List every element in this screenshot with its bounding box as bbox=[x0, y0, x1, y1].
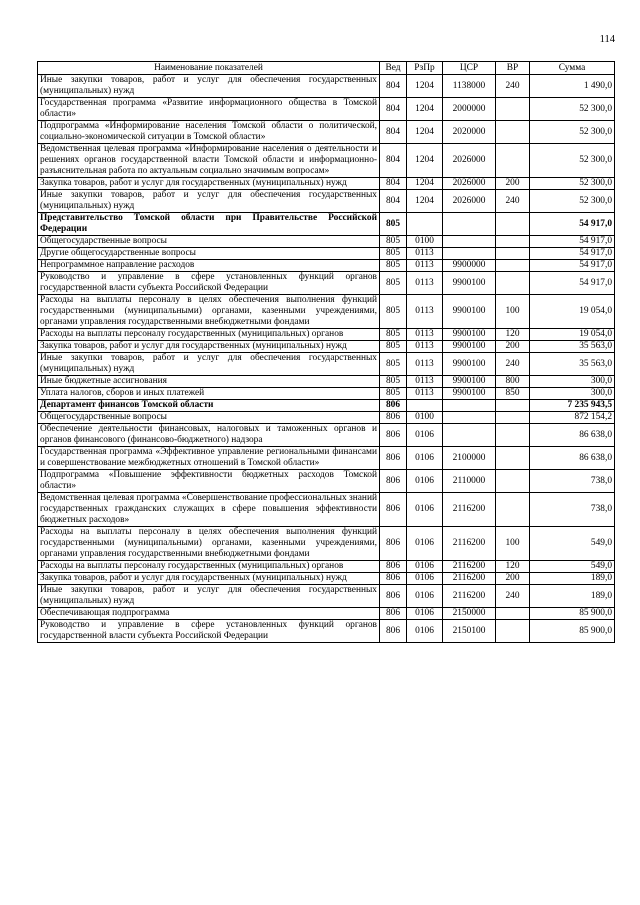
table-row bbox=[38, 620, 615, 643]
cell-ved: 806 bbox=[380, 573, 407, 585]
cell-rzpr: 0113 bbox=[407, 329, 443, 341]
cell-rzpr: 0106 bbox=[407, 608, 443, 620]
table-row bbox=[38, 248, 615, 260]
table-row bbox=[38, 388, 615, 400]
cell-csr: 2116200 bbox=[443, 527, 496, 561]
cell-csr: 2150100 bbox=[443, 620, 496, 643]
cell-csr: 9900000 bbox=[443, 260, 496, 272]
table-row bbox=[38, 260, 615, 272]
table-row bbox=[38, 493, 615, 527]
cell-ved: 806 bbox=[380, 447, 407, 470]
cell-vr: 200 bbox=[496, 573, 530, 585]
cell-vr: 850 bbox=[496, 388, 530, 400]
cell-rzpr: 1204 bbox=[407, 98, 443, 121]
cell-ved: 804 bbox=[380, 98, 407, 121]
cell-ved: 805 bbox=[380, 341, 407, 353]
cell-name: Государственная программа «Развитие информационного общества в Томской области» bbox=[38, 98, 380, 121]
cell-rzpr: 1204 bbox=[407, 75, 443, 98]
cell-ved: 805 bbox=[380, 248, 407, 260]
cell-sum: 52 300,0 bbox=[530, 98, 615, 121]
cell-ved: 804 bbox=[380, 178, 407, 190]
cell-rzpr bbox=[407, 400, 443, 412]
cell-sum: 54 917,0 bbox=[530, 260, 615, 272]
cell-name: Расходы на выплаты персоналу государственных (муниципальных) органов bbox=[38, 561, 380, 573]
cell-csr: 9900100 bbox=[443, 353, 496, 376]
cell-rzpr: 0106 bbox=[407, 620, 443, 643]
cell-name: Расходы на выплаты персоналу государственных (муниципальных) органов bbox=[38, 329, 380, 341]
cell-vr: 120 bbox=[496, 329, 530, 341]
cell-vr: 240 bbox=[496, 75, 530, 98]
cell-name: Подпрограмма «Повышение эффективности бюджетных расходов Томской области» bbox=[38, 470, 380, 493]
cell-name: Иные закупки товаров, работ и услуг для обеспечения государственных (муниципальных) нужд bbox=[38, 75, 380, 98]
cell-ved: 805 bbox=[380, 376, 407, 388]
budget-table bbox=[37, 61, 615, 643]
cell-csr bbox=[443, 412, 496, 424]
cell-csr: 9900100 bbox=[443, 295, 496, 329]
table-row bbox=[38, 353, 615, 376]
cell-vr bbox=[496, 470, 530, 493]
table-row bbox=[38, 213, 615, 236]
cell-csr: 9900100 bbox=[443, 272, 496, 295]
cell-vr: 100 bbox=[496, 295, 530, 329]
cell-rzpr: 0106 bbox=[407, 424, 443, 447]
table-row bbox=[38, 470, 615, 493]
cell-vr: 240 bbox=[496, 353, 530, 376]
cell-sum: 54 917,0 bbox=[530, 236, 615, 248]
table-row bbox=[38, 75, 615, 98]
header-name: Наименование показателей bbox=[38, 62, 380, 75]
cell-ved: 805 bbox=[380, 260, 407, 272]
cell-name: Другие общегосударственные вопросы bbox=[38, 248, 380, 260]
cell-ved: 805 bbox=[380, 329, 407, 341]
cell-csr: 2116200 bbox=[443, 585, 496, 608]
cell-sum: 54 917,0 bbox=[530, 248, 615, 260]
table-row bbox=[38, 98, 615, 121]
cell-sum: 19 054,0 bbox=[530, 295, 615, 329]
cell-rzpr: 0113 bbox=[407, 248, 443, 260]
cell-ved: 805 bbox=[380, 272, 407, 295]
cell-vr bbox=[496, 260, 530, 272]
table-row bbox=[38, 585, 615, 608]
cell-vr bbox=[496, 620, 530, 643]
table-row bbox=[38, 573, 615, 585]
cell-name: Руководство и управление в сфере установленных функций органов государственной власти субъекта Российской Федерации bbox=[38, 272, 380, 295]
cell-sum: 549,0 bbox=[530, 527, 615, 561]
cell-name: Иные закупки товаров, работ и услуг для обеспечения государственных (муниципальных) нужд bbox=[38, 585, 380, 608]
cell-name: Обеспечивающая подпрограмма bbox=[38, 608, 380, 620]
cell-rzpr: 0106 bbox=[407, 493, 443, 527]
cell-rzpr: 0106 bbox=[407, 470, 443, 493]
table-row bbox=[38, 527, 615, 561]
cell-rzpr: 0100 bbox=[407, 412, 443, 424]
table-row bbox=[38, 329, 615, 341]
table-row bbox=[38, 561, 615, 573]
cell-ved: 806 bbox=[380, 527, 407, 561]
header-csr: ЦСР bbox=[443, 62, 496, 75]
cell-sum: 52 300,0 bbox=[530, 121, 615, 144]
cell-name: Расходы на выплаты персоналу в целях обеспечения выполнения функций государственными (муниципальными) органами, казенными учреждениями, органами управления государственными внебюджетными фондами bbox=[38, 527, 380, 561]
cell-csr bbox=[443, 424, 496, 447]
cell-vr bbox=[496, 272, 530, 295]
cell-sum: 52 300,0 bbox=[530, 178, 615, 190]
cell-name: Закупка товаров, работ и услуг для государственных (муниципальных) нужд bbox=[38, 341, 380, 353]
cell-csr: 2116200 bbox=[443, 573, 496, 585]
cell-sum: 738,0 bbox=[530, 493, 615, 527]
cell-sum: 54 917,0 bbox=[530, 272, 615, 295]
cell-sum: 52 300,0 bbox=[530, 144, 615, 178]
cell-ved: 804 bbox=[380, 144, 407, 178]
cell-sum: 52 300,0 bbox=[530, 190, 615, 213]
cell-vr bbox=[496, 236, 530, 248]
cell-vr: 200 bbox=[496, 341, 530, 353]
cell-ved: 806 bbox=[380, 470, 407, 493]
cell-rzpr: 0113 bbox=[407, 260, 443, 272]
cell-vr bbox=[496, 412, 530, 424]
cell-csr: 9900100 bbox=[443, 329, 496, 341]
cell-csr: 2026000 bbox=[443, 190, 496, 213]
cell-ved: 806 bbox=[380, 424, 407, 447]
cell-csr: 2110000 bbox=[443, 470, 496, 493]
cell-sum: 189,0 bbox=[530, 573, 615, 585]
table-row bbox=[38, 272, 615, 295]
cell-vr bbox=[496, 144, 530, 178]
cell-rzpr: 0113 bbox=[407, 388, 443, 400]
cell-csr bbox=[443, 400, 496, 412]
cell-ved: 806 bbox=[380, 585, 407, 608]
cell-sum: 86 638,0 bbox=[530, 424, 615, 447]
cell-csr: 9900100 bbox=[443, 388, 496, 400]
cell-rzpr: 1204 bbox=[407, 121, 443, 144]
cell-sum: 189,0 bbox=[530, 585, 615, 608]
table-row bbox=[38, 341, 615, 353]
cell-csr bbox=[443, 248, 496, 260]
table-body bbox=[38, 75, 615, 643]
cell-rzpr: 0113 bbox=[407, 376, 443, 388]
cell-vr bbox=[496, 248, 530, 260]
cell-vr: 100 bbox=[496, 527, 530, 561]
cell-csr: 2020000 bbox=[443, 121, 496, 144]
cell-sum: 738,0 bbox=[530, 470, 615, 493]
table-row bbox=[38, 144, 615, 178]
cell-csr: 2100000 bbox=[443, 447, 496, 470]
cell-rzpr: 0106 bbox=[407, 527, 443, 561]
cell-rzpr: 0113 bbox=[407, 272, 443, 295]
cell-rzpr: 0106 bbox=[407, 573, 443, 585]
table-row bbox=[38, 608, 615, 620]
table-row bbox=[38, 412, 615, 424]
cell-name: Расходы на выплаты персоналу в целях обеспечения выполнения функций государственными (муниципальными) органами, казенными учреждениями, органами управления государственными внебюджетными фондами bbox=[38, 295, 380, 329]
cell-sum: 35 563,0 bbox=[530, 353, 615, 376]
table-row bbox=[38, 190, 615, 213]
cell-name: Руководство и управление в сфере установленных функций органов государственной власти субъекта Российской Федерации bbox=[38, 620, 380, 643]
cell-name: Департамент финансов Томской области bbox=[38, 400, 380, 412]
cell-name: Государственная программа «Эффективное управление региональными финансами и совершенствование межбюджетных отношений в Томской области» bbox=[38, 447, 380, 470]
cell-ved: 806 bbox=[380, 620, 407, 643]
cell-csr bbox=[443, 236, 496, 248]
cell-csr: 9900100 bbox=[443, 376, 496, 388]
cell-vr: 800 bbox=[496, 376, 530, 388]
cell-name: Закупка товаров, работ и услуг для государственных (муниципальных) нужд bbox=[38, 573, 380, 585]
cell-name: Иные закупки товаров, работ и услуг для обеспечения государственных (муниципальных) нужд bbox=[38, 353, 380, 376]
cell-vr bbox=[496, 424, 530, 447]
cell-csr: 2150000 bbox=[443, 608, 496, 620]
cell-vr bbox=[496, 493, 530, 527]
cell-rzpr: 0113 bbox=[407, 341, 443, 353]
header-ved: Вед bbox=[380, 62, 407, 75]
cell-vr bbox=[496, 608, 530, 620]
cell-vr bbox=[496, 121, 530, 144]
cell-name: Ведомственная целевая программа «Совершенствование профессиональных знаний государственных гражданских служащих в сфере повышения эффективности бюджетных расходов» bbox=[38, 493, 380, 527]
cell-vr: 240 bbox=[496, 190, 530, 213]
cell-rzpr: 0100 bbox=[407, 236, 443, 248]
cell-csr: 2116200 bbox=[443, 493, 496, 527]
cell-vr bbox=[496, 400, 530, 412]
cell-sum: 54 917,0 bbox=[530, 213, 615, 236]
cell-ved: 805 bbox=[380, 295, 407, 329]
cell-sum: 1 490,0 bbox=[530, 75, 615, 98]
cell-vr bbox=[496, 447, 530, 470]
cell-rzpr: 0113 bbox=[407, 295, 443, 329]
cell-name: Непрограммное направление расходов bbox=[38, 260, 380, 272]
cell-name: Иные бюджетные ассигнования bbox=[38, 376, 380, 388]
cell-name: Ведомственная целевая программа «Информирование населения о деятельности и решениях органов государственной власти Томской области и информационно-разъяснительная работа по актуальным социально значимым вопросам» bbox=[38, 144, 380, 178]
cell-csr: 2000000 bbox=[443, 98, 496, 121]
header-sum: Сумма bbox=[530, 62, 615, 75]
page-number: 114 bbox=[599, 34, 615, 45]
cell-rzpr: 1204 bbox=[407, 144, 443, 178]
cell-sum: 85 900,0 bbox=[530, 620, 615, 643]
cell-vr: 240 bbox=[496, 585, 530, 608]
cell-ved: 805 bbox=[380, 213, 407, 236]
cell-sum: 300,0 bbox=[530, 388, 615, 400]
cell-name: Иные закупки товаров, работ и услуг для обеспечения государственных (муниципальных) нужд bbox=[38, 190, 380, 213]
cell-vr bbox=[496, 98, 530, 121]
cell-name: Обеспечение деятельности финансовых, налоговых и таможенных органов и органов финансового (финансово-бюджетного) надзора bbox=[38, 424, 380, 447]
cell-csr: 2116200 bbox=[443, 561, 496, 573]
cell-name: Уплата налогов, сборов и иных платежей bbox=[38, 388, 380, 400]
cell-csr: 2026000 bbox=[443, 144, 496, 178]
cell-vr: 200 bbox=[496, 178, 530, 190]
cell-sum: 872 154,2 bbox=[530, 412, 615, 424]
table-row bbox=[38, 400, 615, 412]
cell-name: Общегосударственные вопросы bbox=[38, 236, 380, 248]
cell-name: Общегосударственные вопросы bbox=[38, 412, 380, 424]
table-row bbox=[38, 295, 615, 329]
cell-ved: 806 bbox=[380, 608, 407, 620]
cell-rzpr: 0113 bbox=[407, 353, 443, 376]
table-row bbox=[38, 447, 615, 470]
cell-sum: 7 235 943,5 bbox=[530, 400, 615, 412]
cell-ved: 806 bbox=[380, 400, 407, 412]
cell-rzpr: 1204 bbox=[407, 178, 443, 190]
table-row bbox=[38, 424, 615, 447]
cell-name: Представительство Томской области при Правительстве Российской Федерации bbox=[38, 213, 380, 236]
cell-rzpr: 0106 bbox=[407, 447, 443, 470]
cell-csr bbox=[443, 213, 496, 236]
cell-rzpr bbox=[407, 213, 443, 236]
table-row bbox=[38, 178, 615, 190]
cell-ved: 806 bbox=[380, 412, 407, 424]
cell-vr: 120 bbox=[496, 561, 530, 573]
cell-name: Закупка товаров, работ и услуг для государственных (муниципальных) нужд bbox=[38, 178, 380, 190]
cell-ved: 806 bbox=[380, 561, 407, 573]
table-row bbox=[38, 121, 615, 144]
cell-sum: 86 638,0 bbox=[530, 447, 615, 470]
cell-sum: 300,0 bbox=[530, 376, 615, 388]
cell-sum: 549,0 bbox=[530, 561, 615, 573]
cell-sum: 85 900,0 bbox=[530, 608, 615, 620]
table-row bbox=[38, 236, 615, 248]
cell-ved: 806 bbox=[380, 493, 407, 527]
cell-ved: 805 bbox=[380, 388, 407, 400]
cell-csr: 2026000 bbox=[443, 178, 496, 190]
cell-rzpr: 0106 bbox=[407, 585, 443, 608]
cell-ved: 804 bbox=[380, 121, 407, 144]
cell-name: Подпрограмма «Информирование населения Томской области о политической, социально-экономической ситуации в Томской области» bbox=[38, 121, 380, 144]
cell-sum: 19 054,0 bbox=[530, 329, 615, 341]
cell-rzpr: 0106 bbox=[407, 561, 443, 573]
table-header-row bbox=[38, 62, 615, 75]
cell-ved: 805 bbox=[380, 353, 407, 376]
table-row bbox=[38, 376, 615, 388]
cell-ved: 804 bbox=[380, 75, 407, 98]
cell-csr: 9900100 bbox=[443, 341, 496, 353]
cell-rzpr: 1204 bbox=[407, 190, 443, 213]
header-rzpr: РзПр bbox=[407, 62, 443, 75]
cell-csr: 1138000 bbox=[443, 75, 496, 98]
cell-vr bbox=[496, 213, 530, 236]
cell-sum: 35 563,0 bbox=[530, 341, 615, 353]
header-vr: ВР bbox=[496, 62, 530, 75]
cell-ved: 804 bbox=[380, 190, 407, 213]
cell-ved: 805 bbox=[380, 236, 407, 248]
